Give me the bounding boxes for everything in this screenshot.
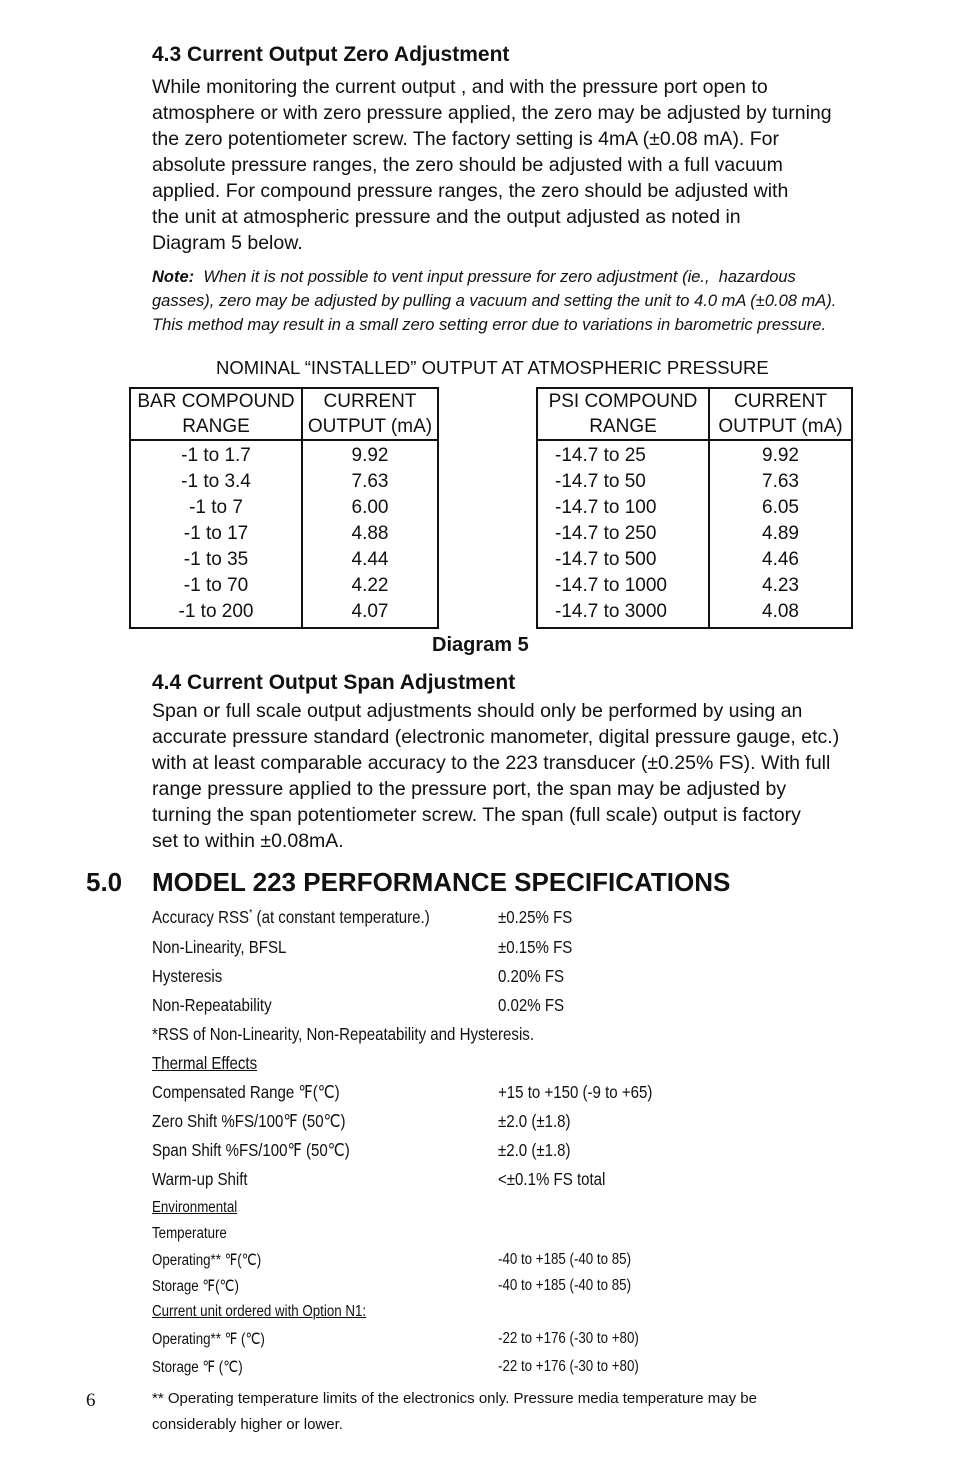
page-number: 6 [86, 1390, 96, 1411]
body-line: set to within ±0.08mA. [152, 830, 344, 852]
table-row [537, 521, 852, 547]
range-cell: -1 to 35 [130, 547, 302, 573]
output-cell: 6.00 [351, 497, 389, 518]
footnote-line: ** Operating temperature limits of the electronics only. Pressure media temperature may be [152, 1390, 757, 1407]
note-line [152, 265, 932, 289]
nonrepeatability-label: Non-Repeatability [152, 995, 272, 1015]
zero-shift-label: Zero Shift %FS/100℉ (50℃) [152, 1111, 346, 1131]
range-cell: -1 to 7 [130, 495, 302, 521]
output-cell: 4.23 [762, 575, 799, 596]
table-row [537, 495, 852, 521]
body-line: absolute pressure ranges, the zero should be adjusted with a full vacuum [152, 154, 783, 176]
range-cell: -1 to 200 [130, 599, 302, 628]
note-label: Note: [152, 268, 195, 286]
body-line: the unit at atmospheric pressure and the output adjusted as noted in [152, 206, 741, 228]
n1-operating-temp-value: -22 to +176 (-30 to +80) [498, 1330, 639, 1347]
table-header-row [130, 388, 438, 440]
compensated-range-label: Compensated Range ℉(℃) [152, 1082, 340, 1102]
range-cell: -14.7 to 250 [537, 521, 709, 547]
table-row [537, 469, 852, 495]
psi-compound-table [536, 387, 853, 629]
body-line: atmosphere or with zero pressure applied, the zero may be adjusted by turning [152, 102, 832, 124]
note-line: This method may result in a small zero setting error due to variations in barometric pressure. [152, 316, 827, 334]
output-cell: 9.92 [351, 445, 389, 466]
thermal-effects-heading: Thermal Effects [152, 1053, 258, 1073]
body-line: range pressure applied to the pressure port, the span may be adjusted by [152, 778, 787, 800]
table-header-row [537, 388, 852, 440]
table-row [130, 440, 438, 469]
bar-compound-table [129, 387, 439, 629]
table-row [130, 599, 438, 628]
compensated-range-value: +15 to +150 (-9 to +65) [498, 1082, 653, 1102]
range-cell: -14.7 to 1000 [537, 573, 709, 599]
section-5-number: 5.0 [86, 867, 123, 897]
note-line: gasses), zero may be adjusted by pulling a vacuum and setting the unit to 4.0 mA (±0.08 mA). [152, 292, 837, 310]
range-cell: -14.7 to 25 [537, 440, 709, 469]
option-n1-heading: Current unit ordered with Option N1: [152, 1303, 367, 1320]
n1-operating-temp-label: Operating** ℉ (℃) [152, 1331, 265, 1348]
table-row [537, 573, 852, 599]
header-line: OUTPUT (mA) [718, 416, 843, 437]
note-text: When it is not possible to vent input pressure for zero adjustment (ie., hazardous [194, 268, 796, 286]
nonlinearity-value: ±0.15% FS [498, 937, 573, 957]
footnote-line: considerably higher or lower. [152, 1416, 343, 1433]
header-line: CURRENT [734, 391, 827, 412]
output-header [302, 388, 438, 440]
output-cell: 4.08 [762, 601, 799, 622]
table-row [537, 440, 852, 469]
output-cell: 4.07 [351, 601, 389, 622]
header-line: BAR COMPOUND [137, 391, 295, 412]
output-cell: 9.92 [762, 445, 799, 466]
body-line: While monitoring the current output , and with the pressure port open to [152, 76, 768, 98]
operating-temp-value: -40 to +185 (-40 to 85) [498, 1251, 632, 1268]
storage-temp-value: -40 to +185 (-40 to 85) [498, 1277, 632, 1294]
output-cell: 4.89 [762, 523, 799, 544]
accuracy-text: Accuracy RSS [152, 907, 250, 927]
accuracy-value: ±0.25% FS [498, 907, 573, 927]
table-row [130, 547, 438, 573]
accuracy-label [152, 907, 430, 928]
nonlinearity-label: Non-Linearity, BFSL [152, 937, 287, 957]
nonrepeatability-value: 0.02% FS [498, 995, 565, 1015]
output-cell: 4.44 [351, 549, 389, 570]
diagram-label: Diagram 5 [432, 634, 529, 656]
span-shift-label: Span Shift %FS/100℉ (50℃) [152, 1140, 350, 1160]
header-line: PSI COMPOUND [548, 391, 698, 412]
section-4-4-heading: 4.4 Current Output Span Adjustment [152, 671, 516, 694]
rss-footnote: *RSS of Non-Linearity, Non-Repeatability and Hysteresis. [152, 1024, 535, 1044]
body-line: Diagram 5 below. [152, 232, 303, 254]
range-cell: -1 to 3.4 [130, 469, 302, 495]
header-line: OUTPUT (mA) [307, 416, 433, 437]
zero-adjust-note [152, 265, 932, 337]
range-header [537, 388, 709, 440]
range-cell: -14.7 to 100 [537, 495, 709, 521]
output-cell: 4.22 [351, 575, 389, 596]
table-row [537, 599, 852, 628]
body-line: accurate pressure standard (electronic manometer, digital pressure gauge, etc.) [152, 726, 840, 748]
hysteresis-value: 0.20% FS [498, 966, 565, 986]
body-line: Span or full scale output adjustments should only be performed by using an [152, 700, 803, 722]
table-row [537, 547, 852, 573]
storage-temp-label: Storage ℉(℃) [152, 1278, 239, 1295]
n1-storage-temp-label: Storage ℉ (℃) [152, 1359, 243, 1376]
range-cell: -14.7 to 50 [537, 469, 709, 495]
range-cell: -14.7 to 500 [537, 547, 709, 573]
temperature-heading: Temperature [152, 1225, 227, 1242]
output-cell: 4.88 [351, 523, 389, 544]
header-line: RANGE [182, 416, 250, 437]
output-header [709, 388, 852, 440]
range-cell: -1 to 17 [130, 521, 302, 547]
accuracy-suffix: (at constant temperature.) [252, 907, 430, 927]
range-cell: -1 to 70 [130, 573, 302, 599]
output-cell: 7.63 [351, 471, 389, 492]
range-cell: -1 to 1.7 [130, 440, 302, 469]
footnote [152, 1386, 912, 1438]
body-line: with at least comparable accuracy to the 223 transducer (±0.25% FS). With full [152, 752, 831, 774]
operating-temp-label: Operating** ℉(℃) [152, 1252, 262, 1269]
header-line: RANGE [589, 416, 657, 437]
section-4-3-body [152, 74, 912, 256]
section-4-3-heading: 4.3 Current Output Zero Adjustment [152, 43, 510, 66]
range-cell: -14.7 to 3000 [537, 599, 709, 628]
section-5-title: MODEL 223 PERFORMANCE SPECIFICATIONS [152, 867, 731, 897]
table-row [130, 469, 438, 495]
environmental-heading: Environmental [152, 1199, 238, 1216]
body-line: the zero potentiometer screw. The factory setting is 4mA (±0.08 mA). For [152, 128, 780, 150]
nominal-output-caption: NOMINAL “INSTALLED” OUTPUT AT ATMOSPHERIC PRESSURE [216, 357, 769, 378]
output-cell: 6.05 [762, 497, 799, 518]
table-row [130, 573, 438, 599]
output-cell: 7.63 [762, 471, 799, 492]
span-shift-value: ±2.0 (±1.8) [498, 1140, 571, 1160]
warmup-shift-label: Warm-up Shift [152, 1169, 248, 1189]
output-cell: 4.46 [762, 549, 799, 570]
section-4-4-body [152, 698, 912, 854]
warmup-shift-value: <±0.1% FS total [498, 1169, 606, 1189]
table-row [130, 521, 438, 547]
range-header [130, 388, 302, 440]
table-row [130, 495, 438, 521]
n1-storage-temp-value: -22 to +176 (-30 to +80) [498, 1358, 639, 1375]
header-line: CURRENT [323, 391, 417, 412]
zero-shift-value: ±2.0 (±1.8) [498, 1111, 571, 1131]
body-line: applied. For compound pressure ranges, the zero should be adjusted with [152, 180, 789, 202]
body-line: turning the span potentiometer screw. The span (full scale) output is factory [152, 804, 801, 826]
hysteresis-label: Hysteresis [152, 966, 223, 986]
accuracy-footnote-mark: * [249, 908, 253, 920]
